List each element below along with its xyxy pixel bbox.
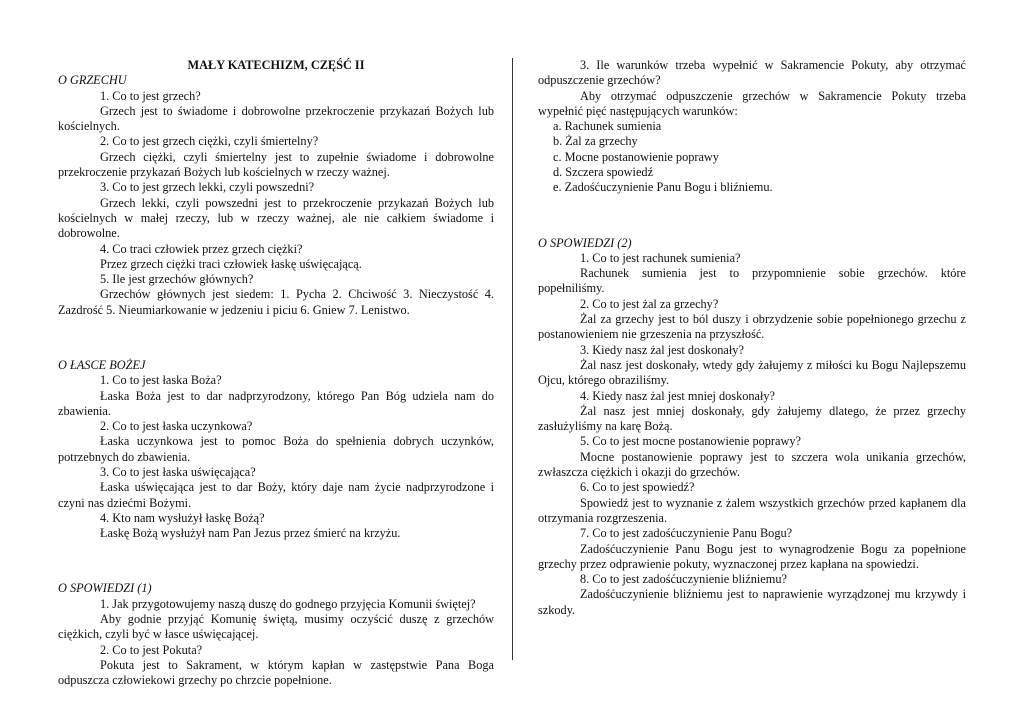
list-item: d. Szczera spowiedź xyxy=(553,165,654,180)
answer: Łaska Boża jest to dar nadprzyrodzony, którego Pan Bóg udziela nam do zbawienia. xyxy=(58,388,494,418)
answer: Pokuta jest to Sakrament, w którym kapłan w zastępstwie Pana Boga odpuszcza człowiekowi grzechy po chrzcie popełnione. xyxy=(58,657,494,688)
question: 2. Co to jest Pokuta? xyxy=(100,642,203,657)
question: 1. Co to jest łaska Boża? xyxy=(100,373,222,388)
answer: Grzechów głównych jest siedem: 1. Pycha 2. Chciwość 3. Nieczystość 4. Zazdrość 5. Nieumiarkowanie w jedzeniu i piciu 6. Gniew 7. Lenistwo. xyxy=(58,287,494,317)
question: 1. Co to jest rachunek sumienia? xyxy=(580,250,741,265)
answer: Aby godnie przyjąć Komunię świętą, musimy oczyścić duszę z grzechów ciężkich, czyli być w łasce uświęcającej. xyxy=(58,611,494,642)
answer: Spowiedź jest to wyznanie z żalem wszystkich grzechów przed kapłanem dla otrzymania rozgrzeszenia. xyxy=(538,495,966,525)
section-gap xyxy=(58,330,494,345)
question: 5. Co to jest mocne postanowienie poprawy? xyxy=(580,434,801,449)
question: 3. Kiedy nasz żal jest doskonały? xyxy=(580,342,744,357)
answer: Grzech ciężki, czyli śmiertelny jest to zupełnie świadome i dobrowolne przekroczenie przykazań Bożych lub kościelnych w rzeczy ważnej. xyxy=(58,149,494,180)
question: 3. Co to jest łaska uświęcająca? xyxy=(100,465,256,480)
answer: Łaskę Bożą wysłużył nam Pan Jezus przez śmierć na krzyżu. xyxy=(100,526,401,541)
section-heading: O ŁASCE BOŻEJ xyxy=(58,357,146,372)
section-heading: O SPOWIEDZI (1) xyxy=(58,581,152,596)
answer: Aby otrzymać odpuszczenie grzechów w Sakramencie Pokuty trzeba wypełnić pięć następujących warunków: xyxy=(538,88,966,118)
answer: Żal nasz jest mniej doskonały, gdy żałujemy dlatego, że przez grzechy zasłużyliśmy na karę Bożą. xyxy=(538,403,966,434)
answer: Rachunek sumienia jest to przypomnienie sobie grzechów. które popełniliśmy. xyxy=(538,266,966,296)
answer: Zadośćuczynienie bliźniemu jest to naprawienie wyrządzonej mu krzywdy i szkody. xyxy=(538,587,966,617)
question: 8. Co to jest zadośćuczynienie bliźniemu? xyxy=(580,572,787,587)
question: 2. Co to jest grzech ciężki, czyli śmiertelny? xyxy=(100,134,319,149)
section-gap xyxy=(538,208,966,223)
answer: 3. Ile warunków trzeba wypełnić w Sakramencie Pokuty, aby otrzymać odpuszczenie grzechów? xyxy=(538,58,966,88)
left-column xyxy=(58,58,494,688)
question: 5. Ile jest grzechów głównych? xyxy=(100,272,254,287)
question: 3. Co to jest grzech lekki, czyli powszedni? xyxy=(100,180,315,195)
list-item: a. Rachunek sumienia xyxy=(553,119,662,134)
list-item: b. Żal za grzechy xyxy=(553,134,638,149)
question: 4. Co traci człowiek przez grzech ciężki? xyxy=(100,241,303,256)
answer: Przez grzech ciężki traci człowiek łaskę uświęcającą. xyxy=(100,256,362,271)
question: 6. Co to jest spowiedź? xyxy=(580,480,695,495)
question: 2. Co to jest żal za grzechy? xyxy=(580,296,719,311)
answer: Łaska uczynkowa jest to pomoc Boża do spełnienia dobrych uczynków, potrzebnych do zbawienia. xyxy=(58,434,494,464)
list-item: c. Mocne postanowienie poprawy xyxy=(553,149,719,164)
answer: Mocne postanowienie poprawy jest to szczera wola unikania grzechów, zwłaszcza ciężkich i okazji do grzechów. xyxy=(538,449,966,480)
column-divider xyxy=(512,58,513,660)
question: 7. Co to jest zadośćuczynienie Panu Bogu? xyxy=(580,526,793,541)
list-item: e. Zadośćuczynienie Panu Bogu i bliźniemu. xyxy=(553,180,773,195)
answer: Grzech jest to świadome i dobrowolne przekroczenie przykazań Bożych lub kościelnych. xyxy=(58,103,494,134)
section-heading: O SPOWIEDZI (2) xyxy=(538,235,632,250)
answer: 1. Jak przygotowujemy naszą duszę do godnego przyjęcia Komunii świętej? xyxy=(100,596,476,611)
question: 4. Kiedy nasz żal jest mniej doskonały? xyxy=(580,388,775,403)
question: 2. Co to jest łaska uczynkowa? xyxy=(100,419,253,434)
answer: Zadośćuczynienie Panu Bogu jest to wynagrodzenie Bogu za popełnione grzechy przez odprawienie pokuty, wyznaczonej przez kapłana na spowiedzi. xyxy=(538,541,966,571)
question: 1. Co to jest grzech? xyxy=(100,88,201,103)
right-column xyxy=(538,58,966,618)
answer: Żal za grzechy jest to ból duszy i obrzydzenie sobie popełnionego grzechu z postanowieniem nie grzeszenia na przyszłość. xyxy=(538,312,966,342)
section-heading: O GRZECHU xyxy=(58,73,127,88)
answer: Łaska uświęcająca jest to dar Boży, który daje nam życie nadprzyrodzone i czyni nas dziećmi Bożymi. xyxy=(58,480,494,510)
answer: Żal nasz jest doskonały, wtedy gdy żałujemy z miłości ku Bogu Najlepszemu Ojcu, którego obraziliśmy. xyxy=(538,357,966,388)
answer: Grzech lekki, czyli powszedni jest to przekroczenie przykazań Bożych lub kościelnych w małej rzeczy, lub w rzeczy ważnej, ale nie całkiem świadome i dobrowolne. xyxy=(58,195,494,241)
question: 4. Kto nam wysłużył łaskę Bożą? xyxy=(100,510,265,525)
section-gap xyxy=(58,554,494,569)
document-title: MAŁY KATECHIZM, CZĘŚĆ II xyxy=(187,58,365,72)
